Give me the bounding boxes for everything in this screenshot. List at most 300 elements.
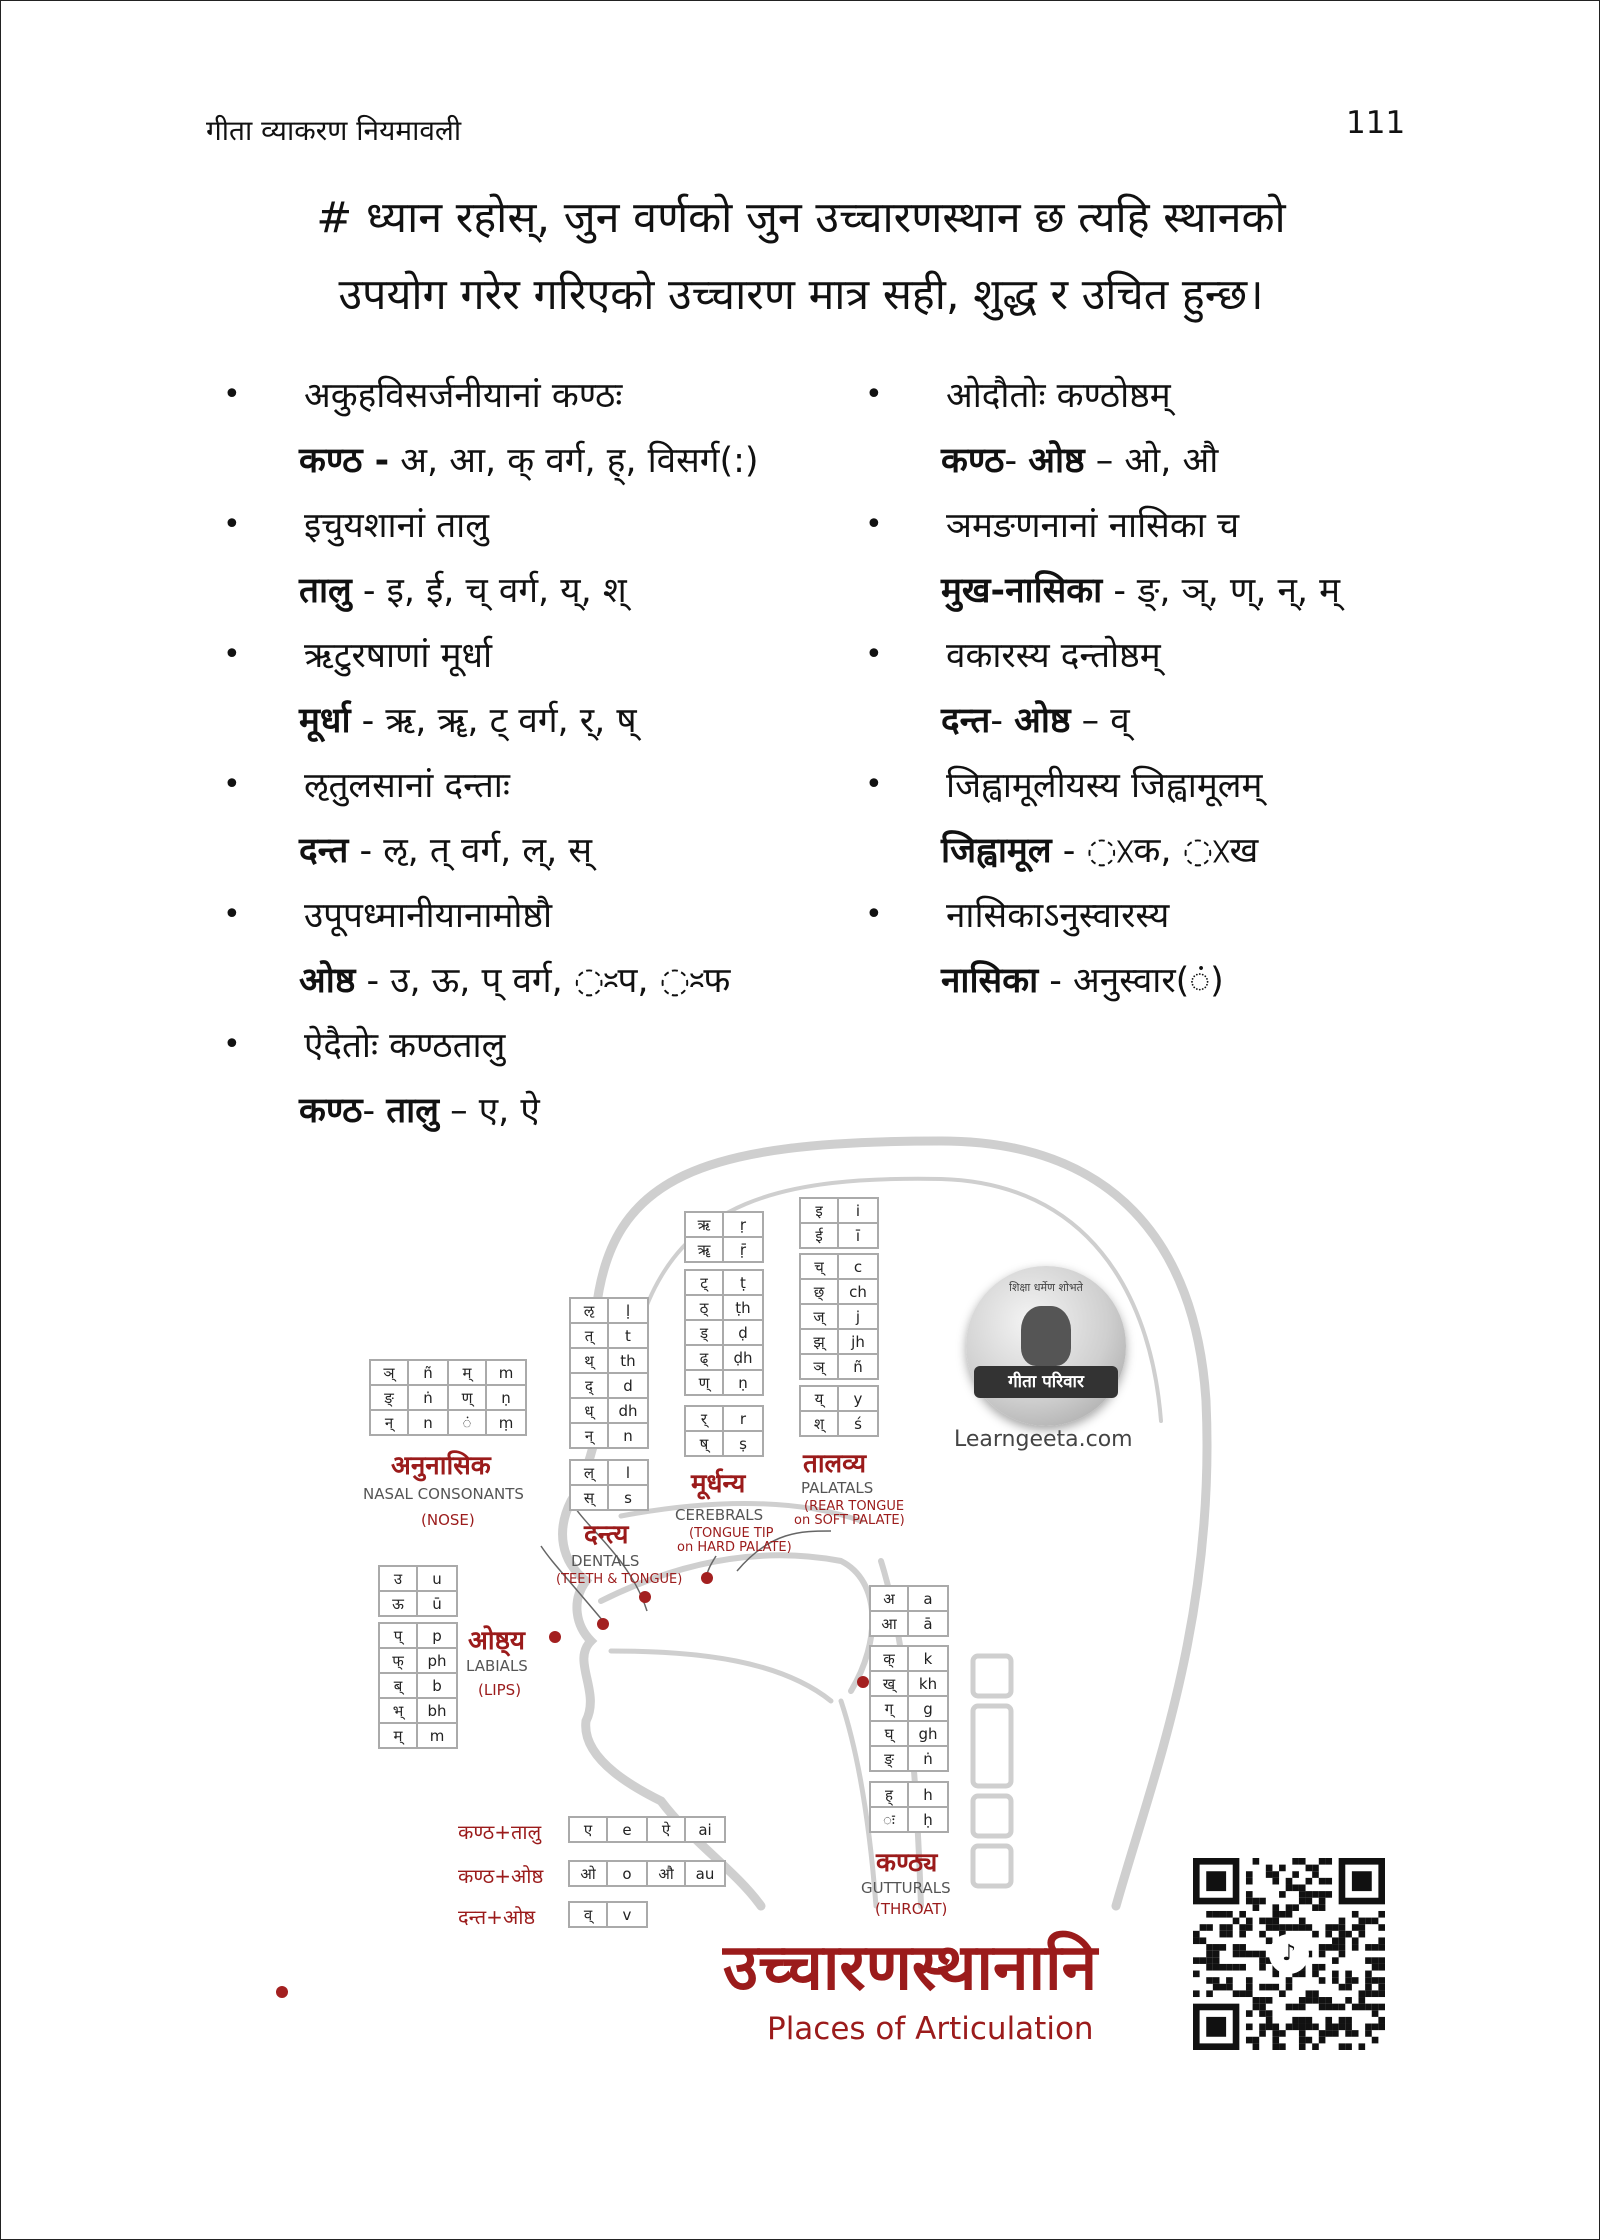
qr-module <box>1292 1924 1299 1931</box>
diagram-title: उच्चारणस्थानानि <box>723 1931 1098 2005</box>
qr-module <box>1193 1971 1200 1978</box>
table-cell: y <box>838 1386 878 1411</box>
qr-module <box>1352 1871 1372 1891</box>
sutra-text: उपूपध्मानीयानामोष्ठौ <box>304 896 553 936</box>
table-row <box>379 1723 457 1748</box>
qr-module <box>1206 1990 1213 1997</box>
table-row <box>370 1410 526 1435</box>
qr-module <box>1239 1931 1246 1938</box>
letters: – ए, ऐ <box>438 1091 540 1131</box>
table-row <box>570 1460 648 1485</box>
bullet-icon: • <box>223 897 241 932</box>
qr-module <box>1378 1911 1385 1918</box>
qr-module <box>1272 2030 1279 2037</box>
table-row <box>379 1566 457 1591</box>
qr-module <box>1193 1990 1200 1997</box>
table-cell: न् <box>570 1423 608 1448</box>
qr-module <box>1306 1997 1313 2004</box>
cerebral-label: मूर्धन्य <box>691 1469 746 1499</box>
table-cell: ज् <box>800 1304 838 1329</box>
table-cell: ओ <box>569 1861 607 1886</box>
diagram-subtitle: Places of Articulation <box>767 2011 1094 2047</box>
table-cell: घ् <box>870 1721 908 1746</box>
qr-module <box>1286 1911 1293 1918</box>
combo-table <box>568 1816 726 1843</box>
qr-module <box>1359 1931 1366 1938</box>
qr-module <box>1332 1937 1339 1944</box>
qr-module <box>1306 1891 1313 1898</box>
qr-module <box>1299 1898 1306 1905</box>
table-cell: ṇ <box>723 1370 763 1395</box>
guttural-label: कण्ठ्य <box>876 1848 938 1878</box>
table-cell: ṅ <box>408 1385 448 1410</box>
separator: - <box>1004 441 1029 481</box>
sutra-text: नासिकाऽनुस्वारस्य <box>946 896 1170 936</box>
palatal-table-3 <box>799 1385 879 1437</box>
qr-module <box>1352 1944 1359 1951</box>
qr-module <box>1206 1924 1213 1931</box>
table-cell: ◌ं <box>448 1410 486 1435</box>
table-row <box>685 1237 763 1262</box>
qr-module <box>1306 1898 1313 1905</box>
table-row <box>685 1345 763 1370</box>
qr-module <box>1266 2017 1273 2024</box>
qr-module <box>1292 1884 1299 1891</box>
qr-module <box>1352 1977 1359 1984</box>
table-row <box>379 1591 457 1616</box>
table-cell: ई <box>800 1223 838 1248</box>
qr-module <box>1239 1944 1246 1951</box>
qr-module <box>1279 1990 1286 1997</box>
table-row <box>685 1431 763 1456</box>
qr-module <box>1246 1871 1253 1878</box>
qr-module <box>1372 1944 1379 1951</box>
separator: - <box>990 701 1015 741</box>
qr-module <box>1233 1990 1240 1997</box>
labial-point <box>549 1631 561 1643</box>
table-cell: उ <box>379 1566 417 1591</box>
qr-module <box>1312 1997 1319 2004</box>
qr-module <box>1259 1931 1266 1938</box>
table-cell: प् <box>379 1623 417 1648</box>
qr-module <box>1345 2043 1352 2050</box>
table-row <box>800 1329 878 1354</box>
qr-module <box>1339 1918 1346 1925</box>
qr-module <box>1226 1911 1233 1918</box>
dental-label: दन्त्य <box>584 1520 629 1550</box>
qr-module <box>1219 1911 1226 1918</box>
qr-module <box>1299 2004 1306 2011</box>
qr-module <box>1213 1964 1220 1971</box>
qr-module <box>1306 2017 1313 2024</box>
qr-module <box>1365 1957 1372 1964</box>
table-row <box>870 1696 948 1721</box>
qr-module <box>1372 2004 1379 2011</box>
qr-module <box>1259 2010 1266 2017</box>
qr-module <box>1286 2024 1293 2031</box>
qr-module <box>1239 1990 1246 1997</box>
qr-module <box>1213 1944 1220 1951</box>
table-row <box>800 1254 878 1279</box>
qr-module <box>1286 1904 1293 1911</box>
qr-module <box>1266 1997 1273 2004</box>
qr-module <box>1306 2024 1313 2031</box>
logo-motto: शिक्षा धर्मेण शोभते <box>1009 1281 1083 1294</box>
palatal-point <box>701 1572 713 1584</box>
qr-module <box>1365 2004 1372 2011</box>
qr-module <box>1206 1977 1213 1984</box>
qr-module <box>1339 2017 1346 2024</box>
table-row <box>570 1323 648 1348</box>
table-cell: श् <box>800 1411 838 1436</box>
bullet-icon: • <box>223 1027 241 1062</box>
qr-module <box>1279 2030 1286 2037</box>
qr-module <box>1325 1997 1332 2004</box>
sutra-text: इचुयशानां तालु <box>304 506 489 546</box>
table-cell: ḥ <box>908 1807 948 1832</box>
table-cell: इ <box>800 1198 838 1223</box>
qr-module <box>1325 2024 1332 2031</box>
qr-module <box>1253 1951 1260 1958</box>
qr-module <box>1372 1918 1379 1925</box>
nasal-label: अनुनासिक <box>391 1451 491 1481</box>
qr-module <box>1200 1924 1207 1931</box>
qr-module <box>1312 2043 1319 2050</box>
qr-module <box>1365 1977 1372 1984</box>
qr-module <box>1312 1865 1319 1872</box>
qr-module <box>1339 2024 1346 2031</box>
place-name-2: तालु <box>386 1091 439 1131</box>
table-cell: ṛ <box>723 1212 763 1237</box>
qr-module <box>1292 2017 1299 2024</box>
qr-module <box>1279 1911 1286 1918</box>
sutra-text: ञमङणनानां नासिका च <box>946 506 1240 546</box>
table-cell: e <box>607 1817 647 1842</box>
qr-module <box>1319 1878 1326 1885</box>
qr-module <box>1325 2017 1332 2024</box>
place-name: जिह्वामूल <box>941 831 1052 871</box>
qr-module <box>1279 1891 1286 1898</box>
labial-label: ओष्ठ्य <box>468 1626 525 1656</box>
qr-module <box>1345 1931 1352 1938</box>
table-cell: द् <box>570 1373 608 1398</box>
table-cell: ṣ <box>723 1431 763 1456</box>
qr-module <box>1359 1924 1366 1931</box>
qr-module <box>1292 1871 1299 1878</box>
table-cell: ḷ <box>608 1298 648 1323</box>
table-cell: ॠ <box>685 1237 723 1262</box>
qr-module <box>1299 1918 1306 1925</box>
qr-module <box>1359 2043 1366 2050</box>
page-number: 111 <box>1346 105 1406 141</box>
qr-module <box>1266 1918 1273 1925</box>
qr-module <box>1206 2017 1226 2037</box>
qr-module <box>1372 2037 1379 2044</box>
table-row <box>800 1386 878 1411</box>
table-cell: ऊ <box>379 1591 417 1616</box>
table-cell: ध् <box>570 1398 608 1423</box>
qr-module <box>1259 1951 1266 1958</box>
table-row <box>800 1354 878 1379</box>
qr-module <box>1246 1951 1253 1958</box>
qr-module <box>1359 1997 1366 2004</box>
qr-module <box>1219 1924 1226 1931</box>
qr-module <box>1299 2017 1306 2024</box>
qr-module <box>1253 1858 1260 1865</box>
table-cell: ṇ <box>486 1385 526 1410</box>
qr-module <box>1266 2010 1273 2017</box>
qr-module <box>1299 1858 1306 1865</box>
qr-module <box>1292 1904 1299 1911</box>
table-cell: औ <box>647 1861 685 1886</box>
qr-module <box>1259 1964 1266 1971</box>
table-cell: छ् <box>800 1279 838 1304</box>
qr-module <box>1292 1858 1299 1865</box>
qr-module <box>1272 2024 1279 2031</box>
table-row <box>800 1223 878 1248</box>
qr-module <box>1272 1984 1279 1991</box>
table-cell: dh <box>608 1398 648 1423</box>
qr-module <box>1332 1977 1339 1984</box>
qr-module <box>1352 2004 1359 2011</box>
qr-module <box>1332 2024 1339 2031</box>
table-cell: ऌ <box>570 1298 608 1323</box>
place-name: कण्ठ <box>941 441 1005 481</box>
table-cell: ङ् <box>370 1385 408 1410</box>
qr-module <box>1299 2043 1306 2050</box>
qr-module <box>1279 2043 1286 2050</box>
qr-module <box>1319 1944 1326 1951</box>
place-name: ओष्ठ <box>299 961 356 1001</box>
qr-module <box>1372 1957 1379 1964</box>
qr-module <box>1306 1990 1313 1997</box>
table-cell: झ् <box>800 1329 838 1354</box>
qr-module <box>1259 1997 1266 2004</box>
qr-module <box>1378 2004 1385 2011</box>
table-cell: थ् <box>570 1348 608 1373</box>
table-row <box>870 1671 948 1696</box>
intro-line-1: # ध्यान रहोस्, जुन वर्णको जुन उच्चारणस्थान छ त्यहि स्थानको <box>316 193 1286 243</box>
table-cell: m <box>417 1723 457 1748</box>
table-cell: i <box>838 1198 878 1223</box>
qr-module <box>1312 2024 1319 2031</box>
table-row <box>870 1646 948 1671</box>
qr-module <box>1253 2037 1260 2044</box>
qr-module <box>1206 1911 1213 1918</box>
bullet-icon: • <box>223 507 241 542</box>
qr-module <box>1319 1977 1326 1984</box>
table-cell: म् <box>379 1723 417 1748</box>
letters: - ◌ᳵक, ◌ᳵख <box>1051 831 1259 871</box>
qr-module <box>1372 2024 1379 2031</box>
table-cell: ai <box>685 1817 725 1842</box>
table-cell: भ् <box>379 1698 417 1723</box>
qr-module <box>1286 1878 1293 1885</box>
qr-code[interactable] <box>1193 1858 1385 2050</box>
nasal-table <box>369 1359 527 1436</box>
qr-module <box>1299 2030 1306 2037</box>
qr-module <box>1233 1951 1240 1958</box>
qr-module <box>1378 1957 1385 1964</box>
combo-label: दन्त+ओष्ठ <box>458 1905 536 1929</box>
qr-module <box>1319 2037 1326 2044</box>
table-cell: bh <box>417 1698 457 1723</box>
table-cell: न् <box>370 1410 408 1435</box>
qr-module <box>1226 1924 1233 1931</box>
qr-module <box>1219 1984 1226 1991</box>
table-row <box>870 1586 948 1611</box>
table-cell: ḍh <box>723 1345 763 1370</box>
table-cell: ट् <box>685 1270 723 1295</box>
palatal-label: तालव्य <box>803 1449 867 1479</box>
table-row <box>685 1295 763 1320</box>
qr-module <box>1325 1878 1332 1885</box>
qr-module <box>1332 1957 1339 1964</box>
letters: - ङ्, ञ्, ण्, न्, म् <box>1102 571 1341 611</box>
qr-module <box>1259 1957 1266 1964</box>
qr-module <box>1246 2024 1253 2031</box>
dental-english: DENTALS <box>571 1552 640 1570</box>
qr-module <box>1259 1898 1266 1905</box>
qr-module <box>1246 2010 1253 2017</box>
palatal-table <box>799 1197 879 1249</box>
cerebral-table-3 <box>684 1405 764 1457</box>
qr-module <box>1325 2004 1332 2011</box>
table-cell: b <box>417 1673 457 1698</box>
qr-module <box>1319 2030 1326 2037</box>
qr-module <box>1246 1918 1253 1925</box>
qr-module <box>1319 2004 1326 2011</box>
table-cell: ग् <box>870 1696 908 1721</box>
letters: - अनुस्वार(◌ं) <box>1038 961 1224 1001</box>
table-cell: ड् <box>685 1320 723 1345</box>
qr-module <box>1233 1964 1240 1971</box>
table-cell: ṅ <box>908 1746 948 1771</box>
table-cell: h <box>908 1782 948 1807</box>
qr-module <box>1259 1918 1266 1925</box>
qr-module <box>1226 1931 1233 1938</box>
sutra-text: ओदौतोः कण्ठोष्ठम् <box>946 376 1171 416</box>
cerebral-point <box>639 1591 651 1603</box>
qr-module <box>1365 1984 1372 1991</box>
table-row <box>800 1279 878 1304</box>
qr-module <box>1266 1984 1273 1991</box>
table-cell: ch <box>838 1279 878 1304</box>
qr-module <box>1206 1964 1213 1971</box>
qr-module <box>1306 1878 1313 1885</box>
nasal-english: NASAL CONSONANTS <box>363 1485 524 1503</box>
table-cell: s <box>608 1485 648 1510</box>
labial-english: LABIALS <box>466 1657 528 1675</box>
qr-module <box>1325 2030 1332 2037</box>
qr-module <box>1352 1937 1359 1944</box>
table-cell: ñ <box>408 1360 448 1385</box>
qr-module <box>1306 1865 1313 1872</box>
qr-module <box>1272 1871 1279 1878</box>
dental-point <box>597 1618 609 1630</box>
table-cell: n <box>608 1423 648 1448</box>
dental-table <box>569 1297 649 1449</box>
qr-module <box>1253 1904 1260 1911</box>
gita-parivar-logo <box>966 1266 1126 1426</box>
table-row <box>569 1817 725 1842</box>
bullet-icon: • <box>865 637 883 672</box>
nasal-note: (NOSE) <box>421 1511 475 1529</box>
qr-module <box>1286 1977 1293 1984</box>
qr-module <box>1286 1924 1293 1931</box>
qr-module <box>1299 1924 1306 1931</box>
qr-module <box>1272 2043 1279 2050</box>
table-cell: ह् <box>870 1782 908 1807</box>
qr-module <box>1319 1964 1326 1971</box>
table-row <box>800 1411 878 1436</box>
table-cell: म् <box>448 1360 486 1385</box>
qr-module <box>1246 1878 1253 1885</box>
table-cell: m <box>486 1360 526 1385</box>
qr-module <box>1345 1997 1352 2004</box>
qr-module <box>1378 2024 1385 2031</box>
qr-module <box>1312 1891 1319 1898</box>
table-cell: l <box>608 1460 648 1485</box>
qr-module <box>1345 2024 1352 2031</box>
combo-label: कण्ठ+तालु <box>458 1820 542 1844</box>
qr-module <box>1239 1951 1246 1958</box>
qr-module <box>1239 1924 1246 1931</box>
letters: अ, आ, क् वर्ग, ह्, विसर्ग(:) <box>389 441 759 481</box>
qr-module <box>1213 1957 1220 1964</box>
qr-module <box>1359 1990 1366 1997</box>
qr-module <box>1345 1984 1352 1991</box>
qr-module <box>1239 1964 1246 1971</box>
table-cell: d <box>608 1373 648 1398</box>
table-cell: ञ् <box>370 1360 408 1385</box>
sutra-text: जिह्वामूलीयस्य जिह्वामूलम् <box>946 766 1263 806</box>
qr-module <box>1319 1858 1326 1865</box>
qr-module <box>1259 2024 1266 2031</box>
qr-module <box>1299 1891 1306 1898</box>
palatal-note-1: (REAR TONGUE <box>804 1499 905 1514</box>
table-row <box>800 1304 878 1329</box>
qr-module <box>1345 1977 1352 1984</box>
qr-module <box>1206 1944 1213 1951</box>
table-row <box>379 1698 457 1723</box>
place-name-2: ओष्ठ <box>1014 701 1071 741</box>
table-row <box>570 1398 648 1423</box>
table-row <box>870 1611 948 1636</box>
table-cell: ठ् <box>685 1295 723 1320</box>
letters: - इ, ई, च् वर्ग, य्, श् <box>351 571 627 611</box>
table-row <box>870 1721 948 1746</box>
combo-table <box>568 1901 648 1928</box>
qr-module <box>1253 2004 1260 2011</box>
qr-module <box>1339 1924 1346 1931</box>
qr-module <box>1319 1904 1326 1911</box>
qr-module <box>1365 2030 1372 2037</box>
qr-module <box>1286 2004 1293 2011</box>
labial-table-2 <box>378 1622 458 1749</box>
table-cell: ◌ः <box>870 1807 908 1832</box>
qr-module <box>1345 2030 1352 2037</box>
table-cell: ṭh <box>723 1295 763 1320</box>
qr-module <box>1306 2037 1313 2044</box>
qr-module <box>1345 1971 1352 1978</box>
place-name: दन्त <box>941 701 991 741</box>
qr-module <box>1239 1911 1246 1918</box>
sutra-text: अकुहविसर्जनीयानां कण्ठः <box>304 376 623 416</box>
guttural-point <box>857 1676 869 1688</box>
table-cell: ṃ <box>486 1410 526 1435</box>
table-cell: ख् <box>870 1671 908 1696</box>
